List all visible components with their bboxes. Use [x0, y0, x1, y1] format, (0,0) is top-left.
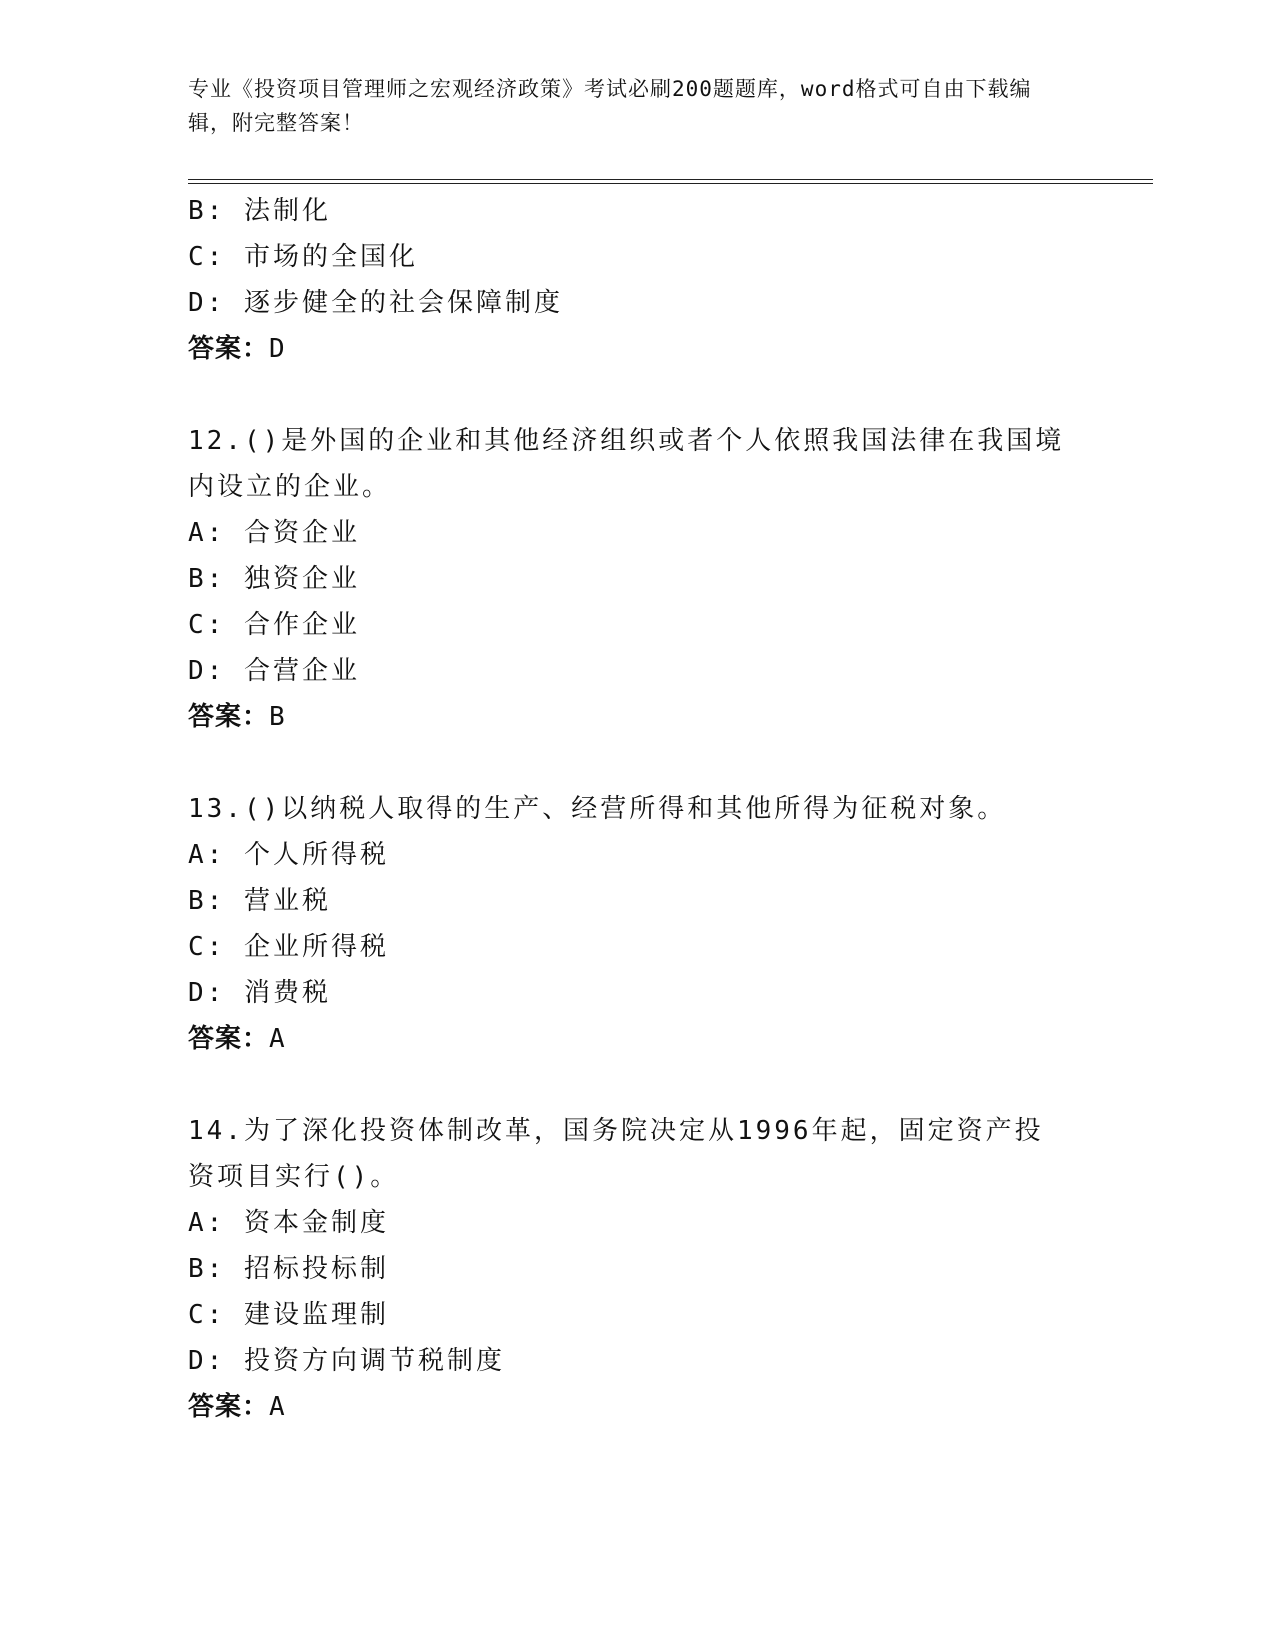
option-a: A: 合资企业 — [188, 518, 360, 548]
question-11-continued — [188, 188, 1088, 372]
answer-value: D — [269, 334, 286, 364]
option-b: B: 法制化 — [188, 196, 331, 226]
answer-value: A — [269, 1024, 286, 1054]
option-a: A: 个人所得税 — [188, 840, 389, 870]
option-b: B: 独资企业 — [188, 564, 360, 594]
answer-label: 答案： — [188, 702, 270, 732]
answer-value: A — [269, 1392, 286, 1422]
document-content — [188, 188, 1088, 1430]
answer-value: B — [269, 702, 286, 732]
question-stem: 14.为了深化投资体制改革，国务院决定从1996年起，固定资产投资项目实行()。 — [188, 1116, 1044, 1192]
question-13 — [188, 786, 1088, 1062]
spacer — [188, 740, 1088, 786]
option-b: B: 招标投标制 — [188, 1254, 389, 1284]
answer-line — [188, 326, 1088, 372]
option-a: A: 资本金制度 — [188, 1208, 389, 1238]
option-d: D: 消费税 — [188, 978, 331, 1008]
option-b: B: 营业税 — [188, 886, 331, 916]
spacer — [188, 372, 1088, 418]
answer-line — [188, 694, 1088, 740]
question-stem: 13.()以纳税人取得的生产、经营所得和其他所得为征税对象。 — [188, 794, 1007, 824]
option-d: D: 逐步健全的社会保障制度 — [188, 288, 563, 318]
question-12 — [188, 418, 1088, 740]
header-rule-bottom — [188, 183, 1153, 184]
option-c: C: 合作企业 — [188, 610, 360, 640]
option-c: C: 市场的全国化 — [188, 242, 418, 272]
option-c: C: 建设监理制 — [188, 1300, 389, 1330]
option-d: D: 投资方向调节税制度 — [188, 1346, 505, 1376]
question-14 — [188, 1108, 1088, 1430]
option-d: D: 合营企业 — [188, 656, 360, 686]
document-header: 专业《投资项目管理师之宏观经济政策》考试必刷200题题库，word格式可自由下载编辑，附完整答案！ — [188, 77, 1032, 135]
header-rule-top — [188, 179, 1153, 180]
answer-label: 答案： — [188, 1024, 270, 1054]
answer-line — [188, 1384, 1088, 1430]
answer-line — [188, 1016, 1088, 1062]
question-stem: 12.()是外国的企业和其他经济组织或者个人依照我国法律在我国境内设立的企业。 — [188, 426, 1065, 502]
option-c: C: 企业所得税 — [188, 932, 389, 962]
answer-label: 答案： — [188, 334, 270, 364]
answer-label: 答案： — [188, 1392, 270, 1422]
spacer — [188, 1062, 1088, 1108]
